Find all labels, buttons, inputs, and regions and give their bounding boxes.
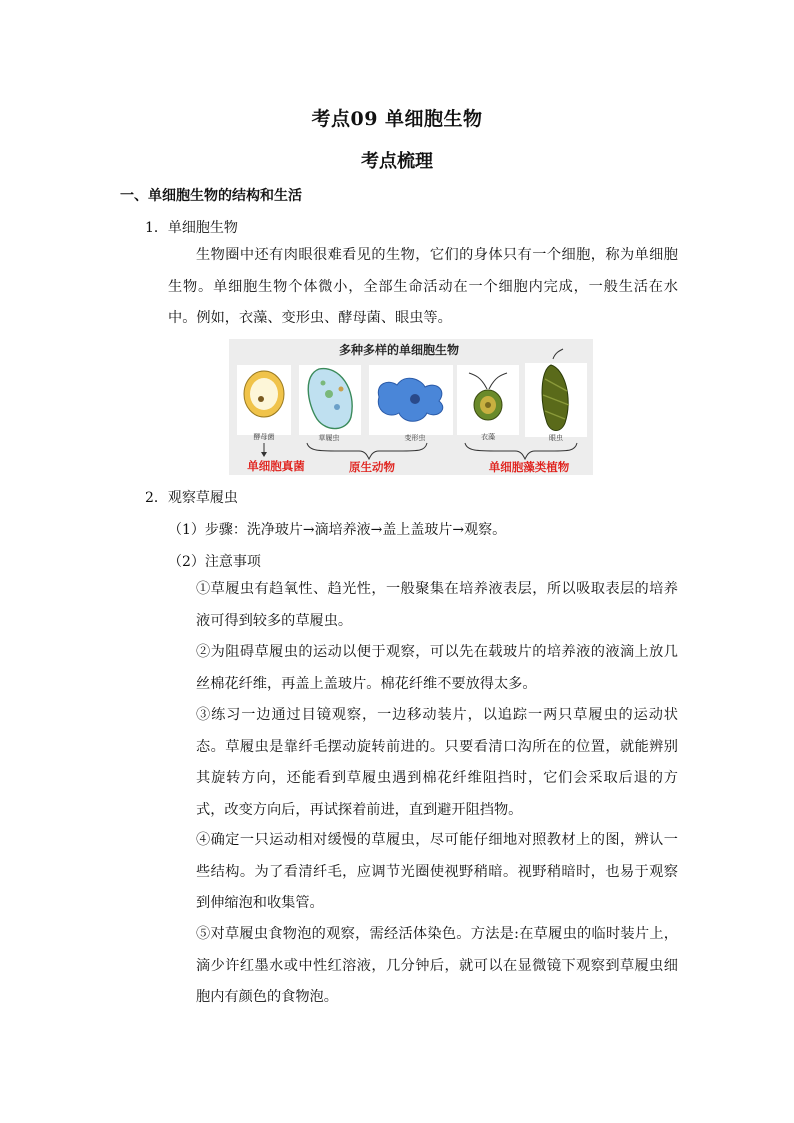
organisms-illustration: [229, 339, 593, 475]
intro-paragraph: 生物圈中还有肉眼很难看见的生物，它们的身体只有一个细胞，称为单细胞生物。单细胞生物个体微小，全部生命活动在一个细胞内完成，一般生活在水中。例如，衣藻、变形虫、酵母菌、眼虫等。: [168, 247, 678, 326]
euglena-illustration: [525, 349, 587, 437]
label-euglena: 眼虫: [549, 434, 563, 442]
steps-line: （1）步骤：洗净玻片→滴培养液→盖上盖玻片→观察。: [168, 522, 507, 538]
label-amoeba: 变形虫: [404, 434, 426, 442]
section-subtitle: 考点梳理: [361, 151, 433, 172]
yeast-illustration: [237, 365, 291, 435]
note-item-4: ④确定一只运动相对缓慢的草履虫，尽可能仔细地对照教材上的图，辨认一些结构。为了看清纤毛，应调节光圈使视野稍暗。视野稍暗时，也易于观察到伸缩泡和收集管。: [196, 832, 678, 911]
note-item-5: ⑤对草履虫食物泡的观察，需经活体染色。方法是:在草履虫的临时装片上，滴少许红墨水或中性红溶液，几分钟后，就可以在显微镜下观察到草履虫细胞内有颜色的食物泡。: [196, 926, 678, 1005]
subheading-single-cell: 1．单细胞生物: [145, 220, 238, 236]
label-chlamydomonas: 衣藻: [481, 433, 495, 441]
algae-bracket: [465, 443, 577, 459]
paramecium-illustration: [299, 365, 361, 435]
amoeba-illustration: [369, 365, 453, 435]
organisms-figure: [229, 339, 593, 475]
label-yeast: 酵母菌: [253, 433, 275, 441]
subheading-observe: 2．观察草履虫: [145, 490, 238, 506]
chlamydomonas-illustration: [457, 365, 519, 435]
group-algae: 单细胞藻类植物: [488, 460, 570, 474]
label-paramecium: 草履虫: [318, 434, 340, 442]
figure-title: 多种多样的单细胞生物: [338, 343, 460, 357]
notes-heading: （2）注意事项: [168, 554, 261, 570]
note-item-2: ②为阻碍草履虫的运动以便于观察，可以先在载玻片的培养液的液滴上放几丝棉花纤维，再盖上盖玻片。棉花纤维不要放得太多。: [196, 644, 678, 692]
group-protozoa: 原生动物: [349, 460, 395, 474]
note-item-3: ③练习一边通过目镜观察，一边移动装片，以追踪一两只草履虫的运动状态。草履虫是靠纤毛摆动旋转前进的。只要看清口沟所在的位置，就能辨别其旋转方向，还能看到草履虫遇到棉花纤维阻挡时，它们会采取后退的方式，改变方向后，再试探着前进，直到避开阻挡物。: [196, 707, 678, 818]
note-item-1: ①草履虫有趋氧性、趋光性，一般聚集在培养液表层，所以吸取表层的培养液可得到较多的草履虫。: [196, 581, 678, 629]
section-heading: 一、单细胞生物的结构和生活: [120, 188, 302, 204]
protozoa-bracket: [307, 443, 427, 459]
group-fungi: 单细胞真菌: [247, 459, 305, 473]
page-title: 考点09 单细胞生物: [311, 108, 483, 130]
